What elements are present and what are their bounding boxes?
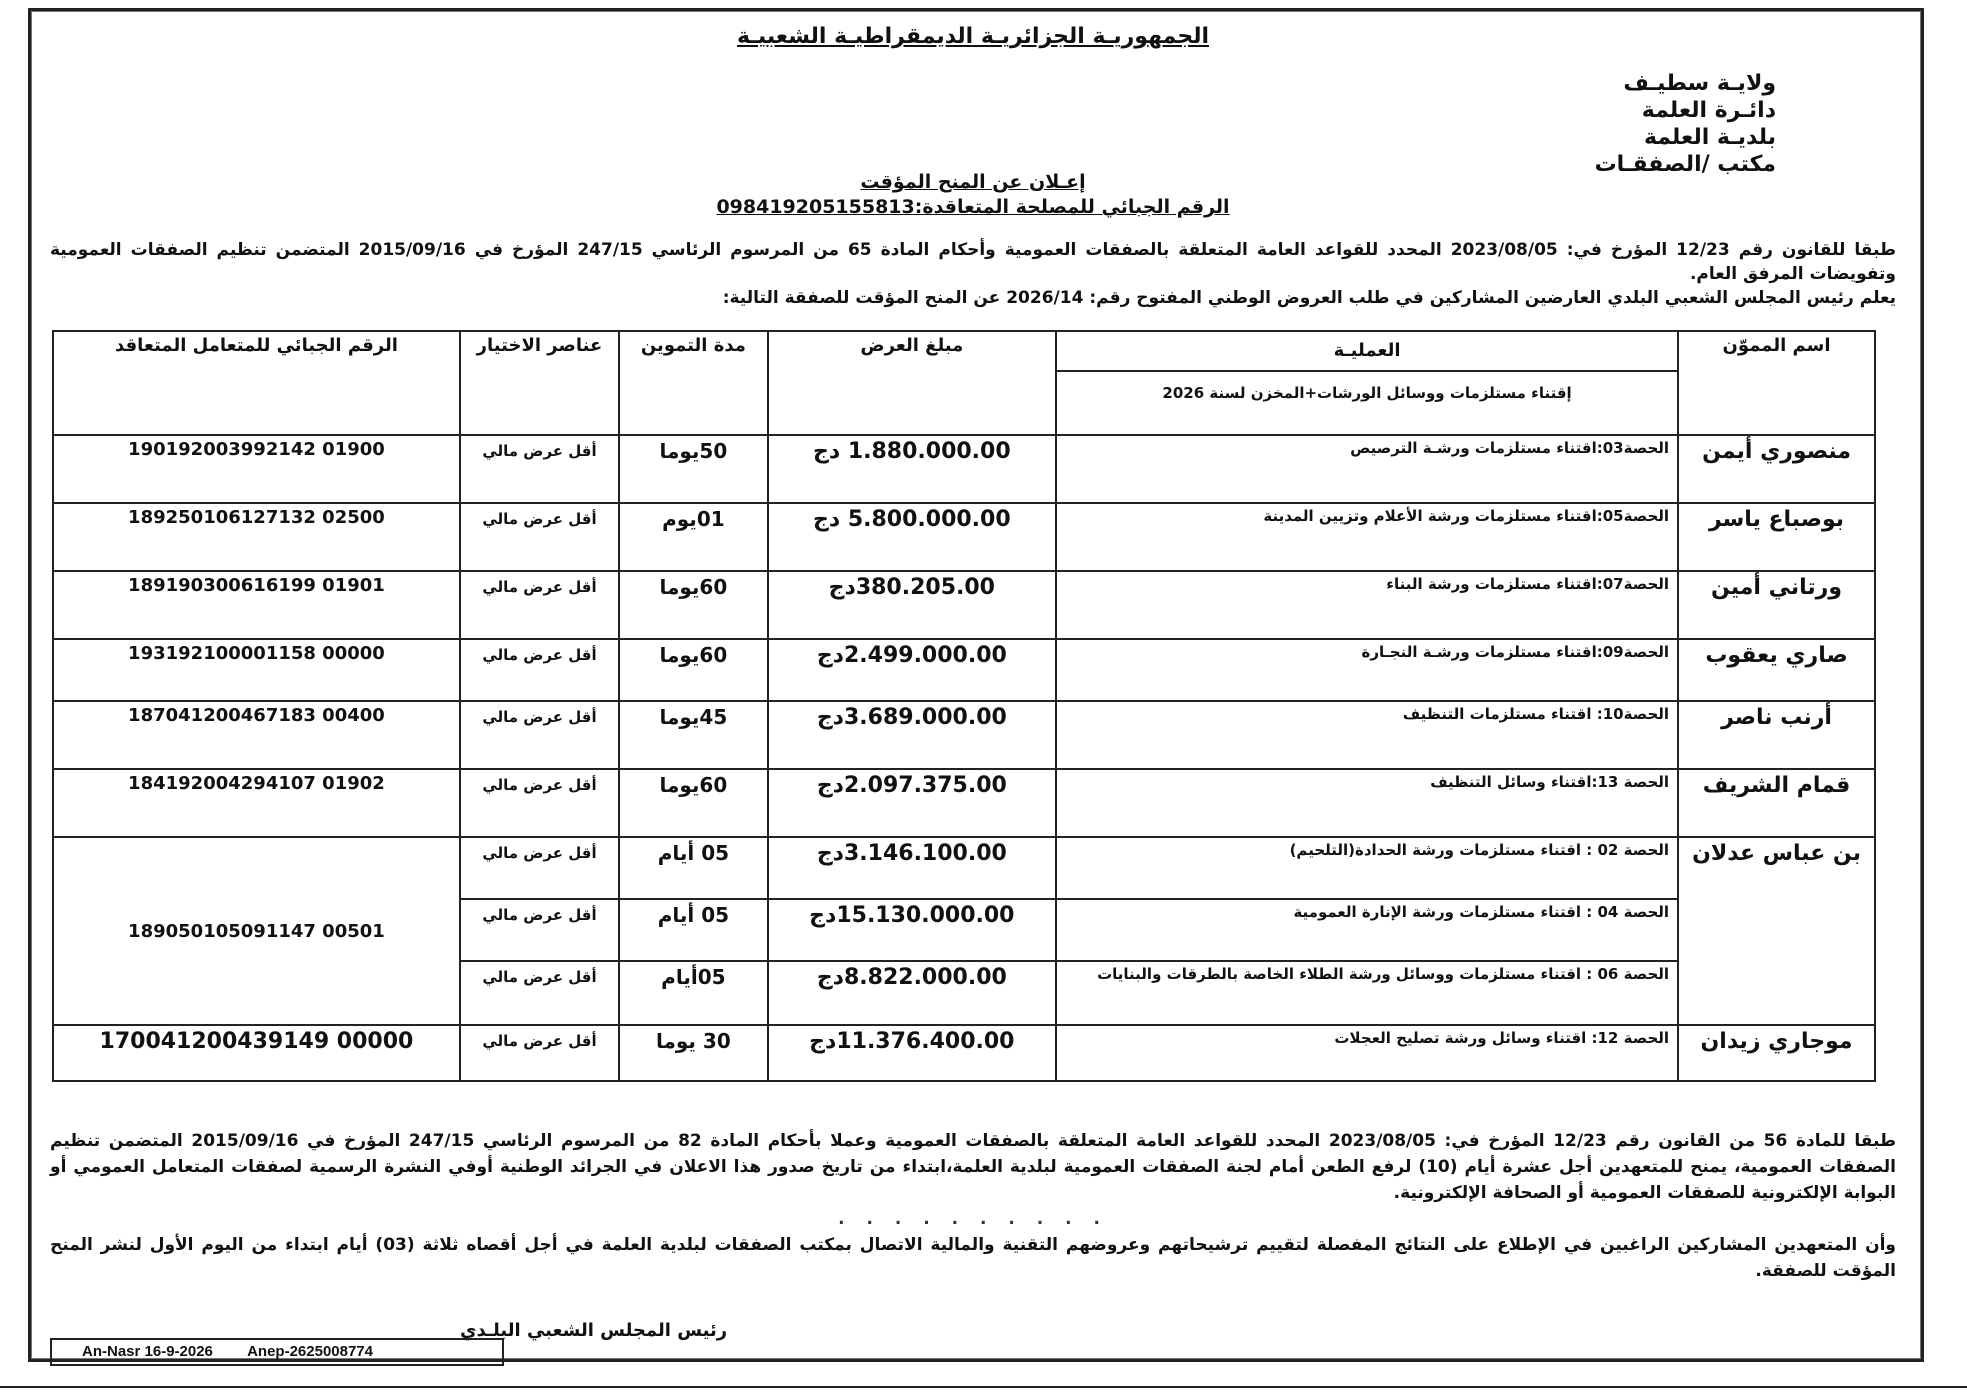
table-row xyxy=(53,701,1875,769)
issuer-line-daira: دائـرة العلمة xyxy=(1641,98,1776,123)
header-tax-id: الرقم الجبائي للمتعامل المتعاقد xyxy=(53,331,460,435)
cell-operation: الحصة 12: اقتناء وسائل ورشة تصليح العجلات xyxy=(1056,1025,1678,1081)
publication-reference-box xyxy=(50,1338,504,1366)
dotted-line: . . . . . . . . . . xyxy=(838,1209,1108,1229)
newspaper-ref: An-Nasr 16-9-2026 xyxy=(82,1343,213,1360)
table-row xyxy=(53,1025,1875,1081)
cell-operation: الحصة10: اقتناء مستلزمات التنظيف xyxy=(1056,701,1678,769)
cell-name: أرنب ناصر xyxy=(1678,701,1875,769)
table-row xyxy=(53,571,1875,639)
header-name: اسم المموّن xyxy=(1678,331,1875,435)
cell-tax-id: 170041200439149 00000 xyxy=(53,1025,460,1081)
cell-name-grouped: بن عباس عدلان xyxy=(1678,837,1875,1025)
cell-name: بوصباع ياسر xyxy=(1678,503,1875,571)
issuer-block xyxy=(1595,70,1776,178)
cell-amount: 11.376.400.00دج xyxy=(768,1025,1056,1081)
cell-duration: 60يوما xyxy=(619,769,768,837)
table-row xyxy=(53,769,1875,837)
cell-operation: الحصة03:اقتناء مستلزمات ورشـة الترصيص xyxy=(1056,435,1678,503)
bottom-rule xyxy=(0,1386,1967,1388)
cell-criteria: أقل عرض مالي xyxy=(460,701,619,769)
cell-operation: الحصة05:اقتناء مستلزمات ورشة الأعلام وتزيين المدينة xyxy=(1056,503,1678,571)
table-row xyxy=(53,435,1875,503)
cell-criteria: أقل عرض مالي xyxy=(460,639,619,701)
cell-duration: 50يوما xyxy=(619,435,768,503)
intro-text xyxy=(50,238,1896,310)
issuer-line-wilaya: ولايـة سطيـف xyxy=(1623,71,1776,96)
cell-amount: 1.880.000.00 دج xyxy=(768,435,1056,503)
table-row xyxy=(53,837,1875,899)
cell-operation: الحصة07:اقتناء مستلزمات ورشة البناء xyxy=(1056,571,1678,639)
cell-amount: 380.205.00دج xyxy=(768,571,1056,639)
results-paragraph: وأن المتعهدين المشاركين الراغبين في الإطلاع على النتائج المفصلة لتقييم ترشيحاتهم وعروضهم التقنية والمالية الاتصال بمكتب الصفقات لبلدية العلمة في أجل أقصاه ثلاثة (03) أيام ابتداء من اليوم الأول لنشر المنح المؤقت للصفقة. xyxy=(50,1235,1896,1281)
cell-duration: 05أيام xyxy=(619,961,768,1025)
cell-name: منصوري أيمن xyxy=(1678,435,1875,503)
header-operation-subtitle: إقتناء مستلزمات ووسائل الورشات+المخزن لسنة 2026 xyxy=(1162,384,1572,402)
cell-criteria: أقل عرض مالي xyxy=(460,503,619,571)
cell-criteria: أقل عرض مالي xyxy=(460,961,619,1025)
cell-name: قمام الشريف xyxy=(1678,769,1875,837)
cell-criteria: أقل عرض مالي xyxy=(460,769,619,837)
intro-paragraph-1: طبقا للقانون رقم 12/23 المؤرخ في: 2023/08/05 المحدد للقواعد العامة المتعلقة بالصفقات العمومية وأحكام المادة 65 من المرسوم الرئاسي 247/15 المؤرخ في 2015/09/16 المتضمن تنظيم الصفقات العمومية وتفويضات المرفق العام. xyxy=(50,240,1896,284)
cell-amount: 3.689.000.00دج xyxy=(768,701,1056,769)
cell-criteria: أقل عرض مالي xyxy=(460,837,619,899)
cell-tax-id: 189190300616199 01901 xyxy=(53,571,460,639)
cell-duration: 05 أيام xyxy=(619,837,768,899)
cell-operation: الحصة 04 : اقتناء مستلزمات ورشة الإنارة العمومية xyxy=(1056,899,1678,961)
cell-criteria: أقل عرض مالي xyxy=(460,1025,619,1081)
appeal-paragraph: طبقا للمادة 56 من القانون رقم 12/23 المؤرخ في: 2023/08/05 المحدد للقواعد العامة المتعلقة بالصفقات العمومية وعملا بأحكام المادة 82 من المرسوم الرئاسي 247/15 المؤرخ في 2015/09/16 المتضمن تنظيم الصفقات العمومية، يمنح للمتعهدين أجل عشرة أيام (10) لرفع الطعن أمام لجنة الصفقات العمومية لبلدية العلمة،ابتداء من تاريخ صدور هذا الاعلان في الجرائد الوطنية أوفي النشرة الرسمية لصفقات المتعامل العمومي أو البوابة الإلكترونية للصفقات العمومية أو الصحافة الإلكترونية. xyxy=(50,1131,1896,1203)
cell-tax-id: 189250106127132 02500 xyxy=(53,503,460,571)
issuer-line-office: مكتب /الصفقـات xyxy=(1594,152,1776,177)
table-row xyxy=(53,639,1875,701)
cell-amount: 5.800.000.00 دج xyxy=(768,503,1056,571)
header-amount: مبلغ العرض xyxy=(768,331,1056,435)
closing-text xyxy=(50,1128,1896,1284)
intro-paragraph-2: يعلم رئيس المجلس الشعبي البلدي العارضين المشاركين في طلب العروض الوطني المفتوح رقم: 2026/14 عن المنح المؤقت للصفقة التالية: xyxy=(722,288,1896,308)
table-row xyxy=(53,503,1875,571)
cell-duration: 01يوم xyxy=(619,503,768,571)
header-duration: مدة التموين xyxy=(619,331,768,435)
award-table xyxy=(52,330,1876,1082)
cell-duration: 60يوما xyxy=(619,639,768,701)
cell-amount: 8.822.000.00دج xyxy=(768,961,1056,1025)
announcement-page xyxy=(40,20,1906,1350)
announcement-title: إعـلان عن المنح المؤقت xyxy=(860,171,1086,193)
signature-line: رئيس المجلس الشعبي البلـدي xyxy=(460,1320,728,1341)
cell-amount: 2.097.375.00دج xyxy=(768,769,1056,837)
anep-ref: Anep-2625008774 xyxy=(247,1343,373,1360)
cell-duration: 45يوما xyxy=(619,701,768,769)
cell-criteria: أقل عرض مالي xyxy=(460,435,619,503)
fiscal-id-title: الرقم الجبائي للمصلحة المتعاقدة:098419205155813 xyxy=(716,196,1230,218)
cell-duration: 60يوما xyxy=(619,571,768,639)
issuer-line-commune: بلديـة العلمة xyxy=(1643,125,1776,150)
cell-duration: 30 يوما xyxy=(619,1025,768,1081)
cell-tax-id: 184192004294107 01902 xyxy=(53,769,460,837)
cell-tax-id: 193192100001158 00000 xyxy=(53,639,460,701)
header-operation-title: العمليـة xyxy=(1057,332,1677,372)
header-operation xyxy=(1056,331,1678,435)
republic-header: الجمهوريـة الجزائريـة الديمقراطيـة الشعبيـة xyxy=(736,24,1209,49)
cell-duration: 05 أيام xyxy=(619,899,768,961)
cell-tax-id: 190192003992142 01900 xyxy=(53,435,460,503)
cell-tax-id-grouped: 189050105091147 00501 xyxy=(53,837,460,1025)
cell-name: صاري يعقوب xyxy=(1678,639,1875,701)
cell-criteria: أقل عرض مالي xyxy=(460,899,619,961)
table-header-row xyxy=(53,331,1875,435)
cell-name: موجاري زيدان xyxy=(1678,1025,1875,1081)
cell-criteria: أقل عرض مالي xyxy=(460,571,619,639)
cell-tax-id: 187041200467183 00400 xyxy=(53,701,460,769)
cell-operation: الحصة 02 : اقتناء مستلزمات ورشة الحدادة(التلحيم) xyxy=(1056,837,1678,899)
cell-operation: الحصة 06 : اقتناء مستلزمات ووسائل ورشة الطلاء الخاصة بالطرقات والبنايات xyxy=(1056,961,1678,1025)
cell-operation: الحصة 13:اقتناء وسائل التنظيف xyxy=(1056,769,1678,837)
cell-amount: 2.499.000.00دج xyxy=(768,639,1056,701)
cell-amount: 15.130.000.00دج xyxy=(768,899,1056,961)
cell-amount: 3.146.100.00دج xyxy=(768,837,1056,899)
cell-name: ورتاني أمين xyxy=(1678,571,1875,639)
cell-operation: الحصة09:اقتناء مستلزمات ورشـة النجـارة xyxy=(1056,639,1678,701)
title-block xyxy=(40,170,1906,220)
header-criteria: عناصر الاختيار xyxy=(460,331,619,435)
